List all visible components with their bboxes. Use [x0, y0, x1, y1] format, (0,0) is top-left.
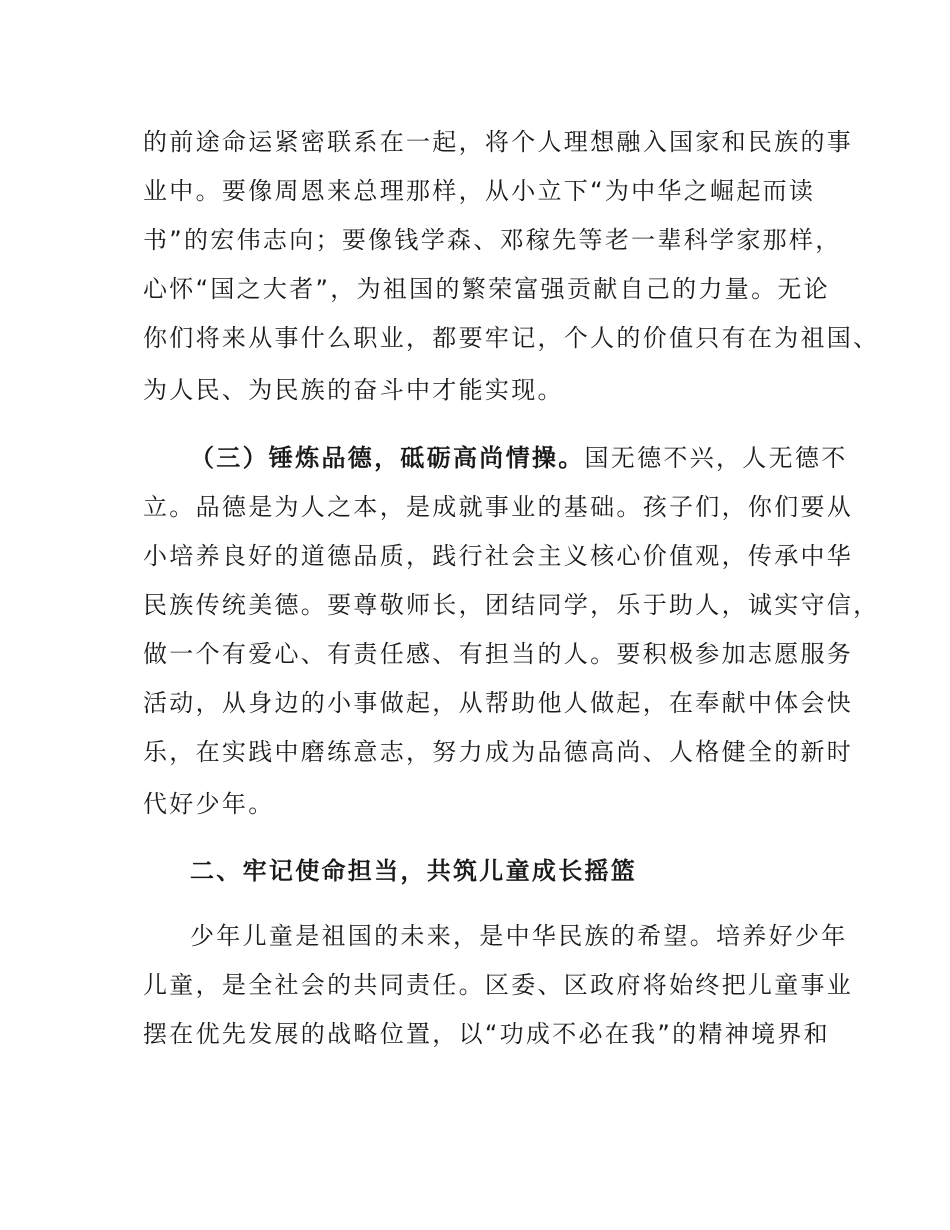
subsection-heading: （三）锤炼品德，砥砺高尚情操。 — [190, 444, 585, 472]
paragraph-line: 民族传统美德。要尊敬师长，团结同学，乐于助人，诚实守信， — [143, 591, 880, 619]
section-heading: 二、牢记使命担当，共筑儿童成长摇篮 — [190, 857, 638, 885]
paragraph-line: 儿童，是全社会的共同责任。区委、区政府将始终把儿童事业 — [143, 971, 854, 999]
paragraph-line: 代好少年。 — [143, 790, 275, 818]
paragraph-line: 立。品德是为人之本，是成就事业的基础。孩子们，你们要从 — [143, 493, 854, 521]
paragraph-line: 活动，从身边的小事做起，从帮助他人做起，在奉献中体会快 — [143, 689, 854, 717]
paragraph-line: 摆在优先发展的战略位置，以“功成不必在我”的精神境界和 — [143, 1020, 830, 1048]
section-heading-line — [190, 442, 848, 474]
paragraph-line: 书”的宏伟志向；要像钱学森、邓稼先等老一辈科学家那样， — [143, 226, 842, 254]
paragraph-line: 做一个有爱心、有责任感、有担当的人。要积极参加志愿服务 — [143, 640, 854, 668]
paragraph-line: 的前途命运紧密联系在一起，将个人理想融入国家和民族的事 — [143, 128, 854, 156]
paragraph-line: 少年儿童是祖国的未来，是中华民族的希望。培养好少年 — [190, 922, 848, 950]
paragraph-line: 你们将来从事什么职业，都要牢记，个人的价值只有在为祖国、 — [143, 324, 880, 352]
paragraph-line: 为人民、为民族的奋斗中才能实现。 — [143, 376, 564, 404]
paragraph-line: 小培养良好的道德品质，践行社会主义核心价值观，传承中华 — [143, 542, 854, 570]
paragraph-lead-text: 国无德不兴，人无德不 — [584, 444, 848, 472]
paragraph-line: 业中。要像周恩来总理那样，从小立下“为中华之崛起而读 — [143, 177, 816, 205]
paragraph-line: 乐，在实践中磨练意志，努力成为品德高尚、人格健全的新时 — [143, 738, 854, 766]
paragraph-line: 心怀“国之大者”，为祖国的繁荣富强贡献自己的力量。无论 — [143, 275, 830, 303]
